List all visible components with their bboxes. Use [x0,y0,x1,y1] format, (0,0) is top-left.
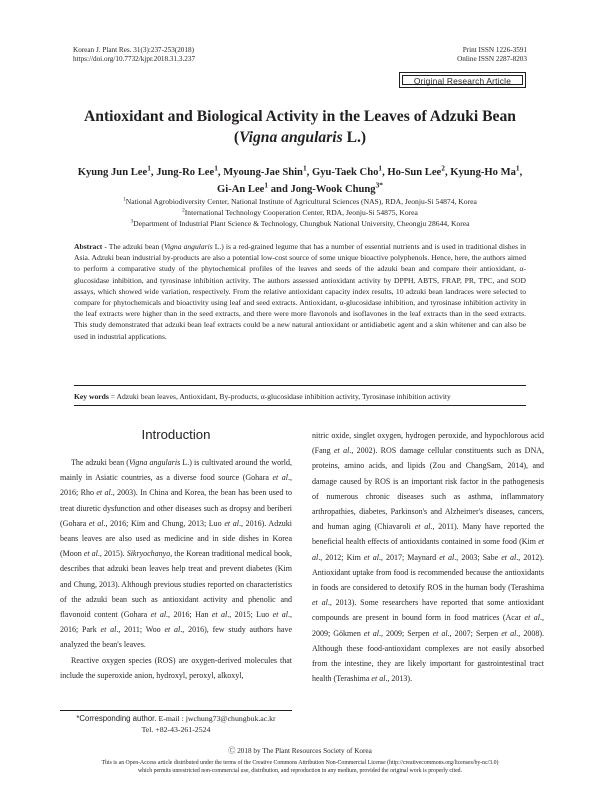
author-affiliation-mark: 1 [214,163,218,173]
body-text: ., 2009; Serpen [378,628,433,638]
author-name: Gi-An Lee$^1$ [217,180,269,195]
affiliation-line [60,207,540,218]
author-affiliation-mark: 1 [302,163,307,173]
body-text: ., 2003). In China and Korea, the bean has been used to treat diuretic dysfunction and other diseases such as dropsy and beriberi (Gohara [60,488,293,528]
italic-text: et al [414,522,431,532]
affiliation-text: International Technology Cooperation Center, RDA, Jeonju-Si 54875, Korea [184,208,418,217]
footnote-rule [60,710,292,711]
intro-paragraph-2-cont [312,428,544,686]
keywords [74,391,526,402]
body-text: ., 2009; Gökmen [312,613,545,638]
italic-text: et al [100,625,117,635]
body-text: ., 2017; Maynard [378,552,440,562]
italic-text: et al [363,552,379,562]
italic-text: et al [371,674,386,684]
journal-header [73,46,195,64]
body-text: L.) is cultivated around the world, mainly in Asiatic countries, as a diverse food source (Gohara [60,458,292,483]
keywords-top-rule [74,385,526,386]
corresponding-email[interactable]: E-mail : jwchung73@chungbuk.ac.kr [156,714,276,723]
title-paren: ( [233,129,240,146]
author-affiliation-mark: 1 [264,180,269,190]
author-name: Kyung-Ho Ma$^1$ [450,163,520,178]
body-text: nitric oxide, singlet oxygen, hydrogen peroxide, and hypochlorous acid (Fang [312,431,544,456]
license-line-1: This is an Open-Access article distributed under the terms of the Creative Commons Attribution Non-Commercial License (http://creativecommons.org/licenses/by-nc/3.0) [101,760,499,766]
body-text: ., 2002). ROS damage cellular constituents such as DNA, proteins, amino acids, and lipids (Zou and ChangSam, 2014), and damage caused by ROS is an important risk factor in the pathogenesis of numerous chronic diseases such as asthma, inflammatory arthropathies, diabetes, Parkinson's and Alzheimer's diseases, cancers, and human aging (Chiavaroli [312,446,544,532]
italic-text: et al [432,628,448,638]
body-text: , the Korean traditional medical book, describes that adzuki bean leaves help treat and prevent diabetes (Kim and Chung, 2013). Although previous studies reported on characteristics of the adzuki bean such as antioxidant activity and phenolic and flavonoid content (Gohara [60,549,293,620]
body-text: ., 2008). Although these food-antioxidant complexes are not easily absorbed from the intestine, they are likely important for gastrointestinal tract health (Terashima [312,628,545,684]
italic-text: Vigna angularis [128,458,181,467]
title-species: Vigna angularis [239,129,343,146]
affiliation-mark: 2 [182,207,185,214]
author-name: Jong-Wook Chung$^{3*}$ [290,180,383,195]
italic-text: et al [501,628,517,638]
corresponding-author [60,713,292,735]
affiliation-text: National Agrobiodiversity Center, National Institute of Agricultural Sciences (NAS), RDA, Jeonju-Si 54874, Korea [125,197,477,206]
affiliation-line [60,196,540,207]
italic-text: et al [312,537,544,562]
body-text: ., 2011; Woo [116,625,165,635]
italic-text: et al [439,552,455,562]
italic-text: et al [334,446,350,456]
italic-text: et al [501,552,517,562]
license-line-2: which permits unrestricted non-commercial use, distribution, and reproduction in any medium, provided the original work is properly cited. [137,767,463,774]
keywords-text: Adzuki bean leaves, Antioxidant, By-products, α-glucosidase inhibition activity, Tyrosinase inhibition activity [116,392,451,401]
introduction-heading: Introduction [141,427,211,442]
body-text: ., 2011). Many have reported the beneficial health effects of antioxidants contained in some food (Kim [312,522,545,547]
body-text: ., 2016; Kim and Chung, 2013; Luo [103,518,225,528]
article-type-label: Original Research Article [402,75,523,85]
abstract [74,241,526,342]
title-line-2 [60,127,540,148]
body-text: ., 2012; Kim [318,552,364,562]
copyright: Ⓒ 2018 by The Plant Resources Society of Korea [228,747,372,755]
author-name: Ho-Sun Lee$^2$ [387,163,445,178]
intro-paragraph-1 [60,455,292,653]
italic-text: et al [150,610,167,620]
italic-text: et al [83,549,98,559]
author-affiliation-mark: 1 [147,163,151,173]
italic-text: et al [211,610,228,620]
title-line-1: Antioxidant and Biological Activity in the Leaves of Adzuki Bean [84,108,516,125]
body-text: ., 2016), few study authors have analyzed the bean's leaves. [60,625,292,650]
author-name: Jung-Ro Lee$^1$ [156,163,218,178]
author-conjunction: and [270,184,288,195]
right-column [312,428,544,686]
body-text: ., 2016). Adzuki beans leaves are also used as medicine and in side dishes in Korea (Moon [60,518,292,559]
affiliation-mark: 3 [130,218,134,225]
journal-citation: Korean J. Plant Res. 31(3):237-253(2018) [73,46,194,54]
italic-text: et al [524,613,541,623]
author-affiliation-mark: 2 [441,163,445,173]
italic-text: et al [224,518,239,528]
author-list: Kyung Jun Lee$^1$, Jung-Ro Lee$^1$, Myoung-Jae Shin$^1$, Gyu-Taek Cho$^1$, Ho-Sun Lee$^2$, Kyung-Ho Ma$^1$, Gi-An Lee$^1$ and Jong-Wook Chung$^{3*}$ [77,163,523,195]
body-text: ., 2016; Han [166,610,212,620]
italic-text: et al [88,518,104,528]
italic-text: et al [312,598,328,608]
body-text: ., 2003; Sabe [454,552,502,562]
author-name: Myoung-Jae Shin$^1$ [223,163,307,178]
body-text: ., 2012). Antioxidant uptake from food is recommended because the antioxidants in foods are considered to detoxify ROS in the human body (Terashima [312,552,545,593]
issn-header [457,46,527,64]
body-text: ., 2015; Luo [227,610,273,620]
affiliation-mark: 1 [123,196,126,203]
body-text: ., 2007; Serpen [447,628,502,638]
abstract-text-1: - The adzuki bean ( [102,242,164,251]
license-note [60,760,540,775]
italic-text: Sikryochanyo [126,549,171,559]
left-column [60,455,292,683]
print-issn: Print ISSN 1226-3591 [462,46,527,54]
body-text: The adzuki bean ( [71,458,129,467]
title-suffix: L.) [342,129,367,146]
intro-paragraph-2-start: Reactive oxygen species (ROS) are oxygen-derived molecules that include the superoxide anion, hydroxyl, peroxyl, alkoxyl, [60,655,292,680]
doi-link[interactable]: https://doi.org/10.7732/kjpr.2018.31.3.237 [73,55,196,63]
author-name: Kyung Jun Lee$^1$ [77,163,151,178]
body-text: ., 2016; Park [60,610,292,635]
body-text: ., 2015). [97,549,127,559]
online-issn: Online ISSN 2287-8203 [457,55,527,63]
italic-text: et al [272,473,288,483]
italic-text: et al [363,628,379,638]
abstract-species: Vigna angularis [163,242,213,251]
author-affiliation-mark: 1 [515,163,520,173]
affiliation-line [60,218,540,229]
keywords-sep: = [108,392,117,401]
body-text: ., 2016; Rho [60,473,292,498]
corresponding-tel: Tel. +82-43-261-2524 [141,725,211,734]
italic-text: et al [272,610,288,620]
italic-text: et al [96,488,111,498]
author-name: Gyu-Taek Cho$^1$ [311,163,383,178]
abstract-text-2: L.) is a red-grained legume that has a number of essential nutrients and is used in traditional dishes in Asia. Adzuki bean industrial by-products are also a potential low-cost source of some unique bioactive polyphenols. Hence, here, the authors aimed to perform a comparative study of the phytochemical profiles of the leaves and seeds of the adzuki bean and compare their antioxidant, α-glucosidase inhibition, and tyrosinase inhibition activity. The authors assessed antioxidant activity by DPPH, ABTS, FRAP, PR, TPC, and SOD assays, which showed wide variation, respectively. From the relative antioxidant capacity index results, 10 adzuki bean landraces were selected to compare for phytochemicals and bioactivity using leaf and seed extracts. Antioxidant, α-glucosidase inhibition, and tyrosinase inhibition activity in the leaf extracts were higher than in the seed extracts, and there were more flavonols and isoflavones in the leaf extracts than in the seed extracts. This study demonstrated that adzuki bean leaf extracts could be a new natural antioxidant or antidiabetic agent and a skin whitener and can also be used in industrial applications. [74,242,527,341]
article-type-badge [399,72,526,88]
body-text: ., 2013). Some researchers have reported that some antioxidant compounds are present in bound form in food matrices (Acar [312,598,544,623]
body-text: ., 2013). [385,674,413,684]
author-affiliation-mark: 3* [375,180,383,190]
paper-title [60,106,540,148]
affiliations [60,196,540,229]
affiliation-text: Department of Industrial Plant Science & Technology, Chungbuk National University, Cheongju 28644, Korea [133,219,470,228]
keywords-label: Key words [74,392,109,401]
italic-text: et al [164,625,181,635]
keywords-bottom-rule [74,405,526,406]
corresponding-label: *Corresponding author. [76,714,157,723]
abstract-label: Abstract [74,242,103,251]
author-affiliation-mark: 1 [378,163,383,173]
